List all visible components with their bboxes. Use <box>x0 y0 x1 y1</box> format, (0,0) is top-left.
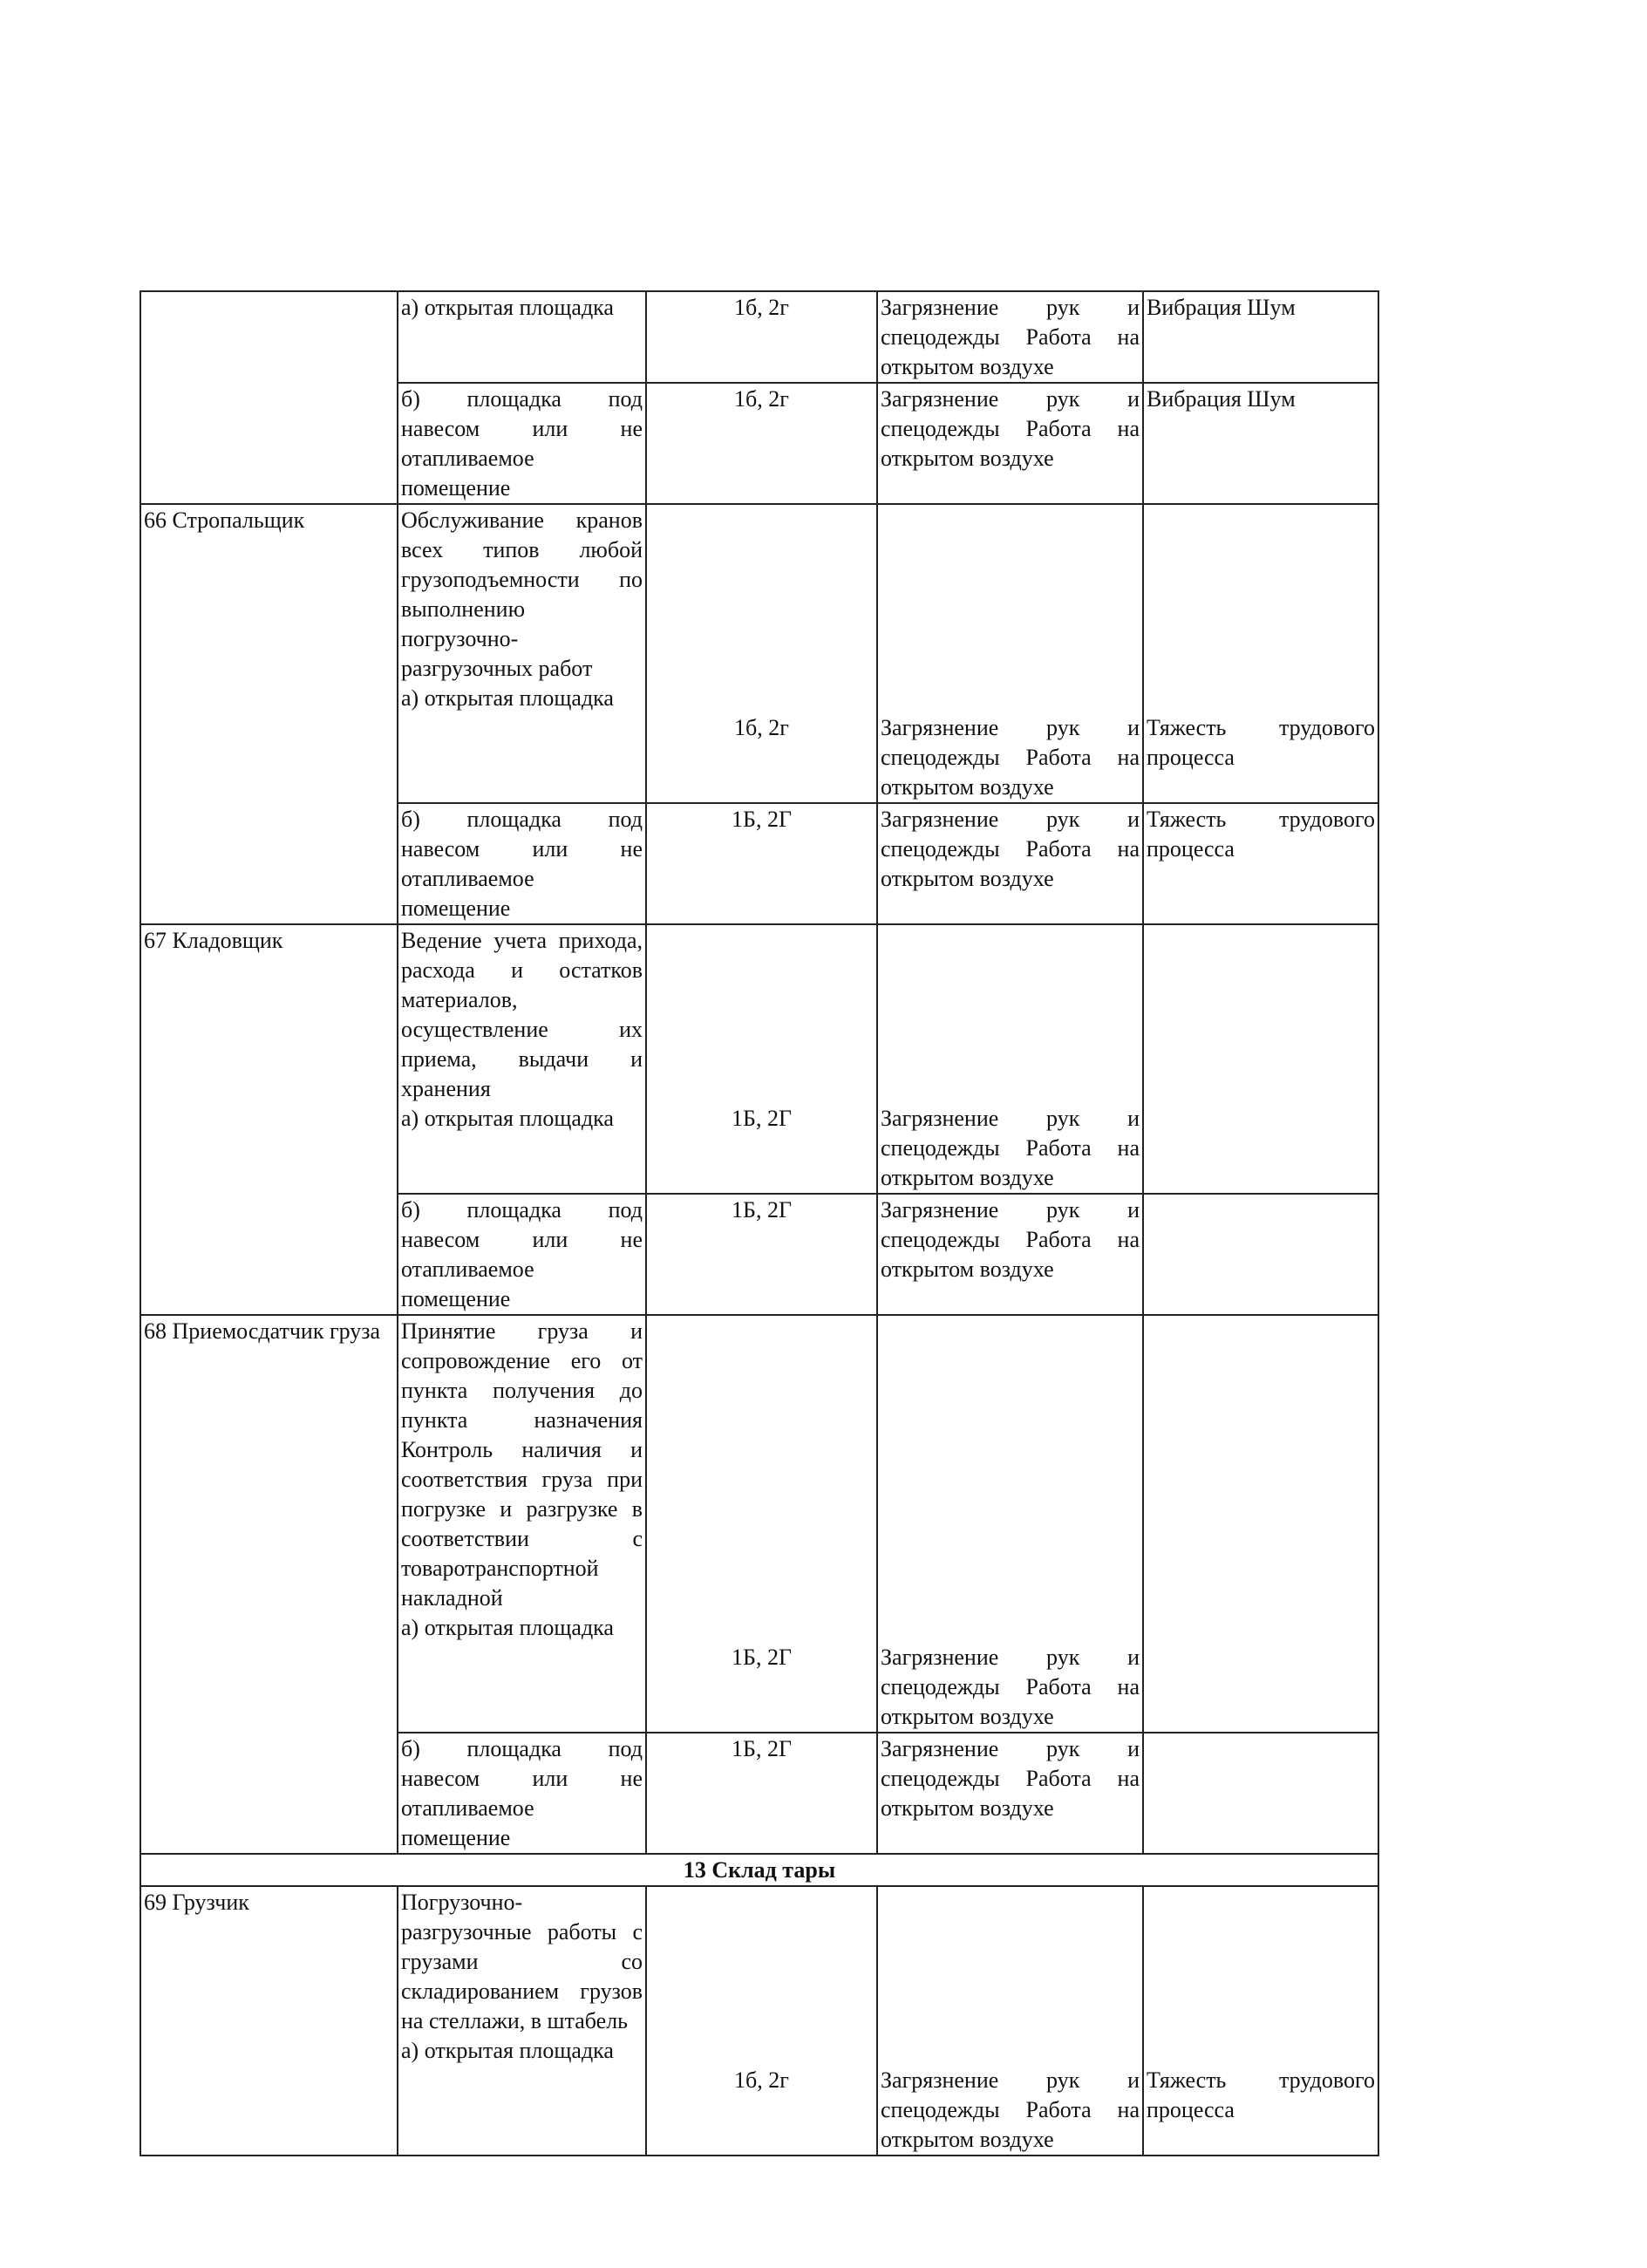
section-header-row <box>140 1854 1378 1886</box>
factors-cell <box>1143 1194 1378 1315</box>
conditions-cell: Загрязнение рук и спецодежды Работа на открытом воздухе <box>877 383 1143 504</box>
table-row <box>140 291 1378 383</box>
work-variant: а) открытая площадка <box>401 1615 614 1640</box>
factors-cell <box>1143 924 1378 1194</box>
conditions-cell <box>877 504 1143 803</box>
table-row <box>140 1886 1378 2156</box>
work-conditions-table <box>140 290 1379 2156</box>
conditions-value: Загрязнение рук и спецодежды Работа на открытом воздухе <box>881 2067 1140 2152</box>
work-cell <box>398 1315 646 1733</box>
conditions-value: Загрязнение рук и спецодежды Работа на открытом воздухе <box>881 1106 1140 1190</box>
table-row <box>140 1315 1378 1733</box>
conditions-cell <box>877 924 1143 1194</box>
conditions-cell: Загрязнение рук и спецодежды Работа на открытом воздухе <box>877 1733 1143 1854</box>
work-cell: б) площадка под навесом или не отапливаемое помещение <box>398 1194 646 1315</box>
work-description: Ведение учета прихода, расхода и остатков материалов, осуществление их приема, выдачи и хранения <box>401 928 643 1101</box>
work-cell <box>398 504 646 803</box>
code-cell: 1б, 2г <box>646 291 877 383</box>
factors-cell <box>1143 504 1378 803</box>
profession-cell: 69 Грузчик <box>140 1886 398 2156</box>
factors-value: Тяжесть трудового процесса <box>1147 2067 1375 2122</box>
factors-cell: Вибрация Шум <box>1143 383 1378 504</box>
factors-cell <box>1143 1886 1378 2156</box>
factors-cell <box>1143 1315 1378 1733</box>
code-cell: 1Б, 2Г <box>646 803 877 924</box>
conditions-cell <box>877 1886 1143 2156</box>
conditions-value: Загрязнение рук и спецодежды Работа на открытом воздухе <box>881 715 1140 800</box>
conditions-cell: Загрязнение рук и спецодежды Работа на открытом воздухе <box>877 291 1143 383</box>
code-cell <box>646 924 877 1194</box>
table-row <box>140 504 1378 803</box>
code-value: 1б, 2г <box>734 715 789 740</box>
work-variant: а) открытая площадка <box>401 2038 614 2063</box>
work-cell <box>398 924 646 1194</box>
conditions-cell <box>877 1315 1143 1733</box>
profession-cell: 68 Приемосдатчик груза <box>140 1315 398 1854</box>
code-cell <box>646 1315 877 1733</box>
factors-value: Тяжесть трудового процесса <box>1147 715 1375 770</box>
work-cell: б) площадка под навесом или не отапливаемое помещение <box>398 1733 646 1854</box>
work-cell: б) площадка под навесом или не отапливаемое помещение <box>398 803 646 924</box>
factors-cell: Вибрация Шум <box>1143 291 1378 383</box>
work-description: Погрузочно-разгрузочные работы с грузами со складированием грузов на стеллажи, в штабель <box>401 1890 643 2033</box>
code-cell <box>646 504 877 803</box>
profession-cell <box>140 291 398 504</box>
code-value: 1б, 2г <box>734 2067 789 2093</box>
code-cell: 1Б, 2Г <box>646 1733 877 1854</box>
profession-cell: 66 Стропальщик <box>140 504 398 924</box>
work-cell <box>398 1886 646 2156</box>
code-cell <box>646 1886 877 2156</box>
work-description: Принятие груза и сопровождение его от пункта получения до пункта назначения Контроль наличия и соответствия груза при погрузке и разгрузке в соответствии с товаротранспортной накладной <box>401 1318 643 1611</box>
code-value: 1Б, 2Г <box>732 1645 792 1670</box>
conditions-cell: Загрязнение рук и спецодежды Работа на открытом воздухе <box>877 803 1143 924</box>
work-variant: а) открытая площадка <box>401 685 614 711</box>
section-title: 13 Склад тары <box>140 1854 1378 1886</box>
code-cell: 1Б, 2Г <box>646 1194 877 1315</box>
profession-cell: 67 Кладовщик <box>140 924 398 1315</box>
work-variant: а) открытая площадка <box>401 1106 614 1131</box>
code-value: 1Б, 2Г <box>732 1106 792 1131</box>
work-cell: а) открытая площадка <box>398 291 646 383</box>
conditions-value: Загрязнение рук и спецодежды Работа на открытом воздухе <box>881 1645 1140 1729</box>
conditions-cell: Загрязнение рук и спецодежды Работа на открытом воздухе <box>877 1194 1143 1315</box>
work-description: Обслуживание кранов всех типов любой грузоподъемности по выполнению погрузочно-разгрузочных работ <box>401 507 643 681</box>
code-cell: 1б, 2г <box>646 383 877 504</box>
work-cell: б) площадка под навесом или не отапливаемое помещение <box>398 383 646 504</box>
table-row <box>140 924 1378 1194</box>
factors-cell <box>1143 1733 1378 1854</box>
factors-cell: Тяжесть трудового процесса <box>1143 803 1378 924</box>
